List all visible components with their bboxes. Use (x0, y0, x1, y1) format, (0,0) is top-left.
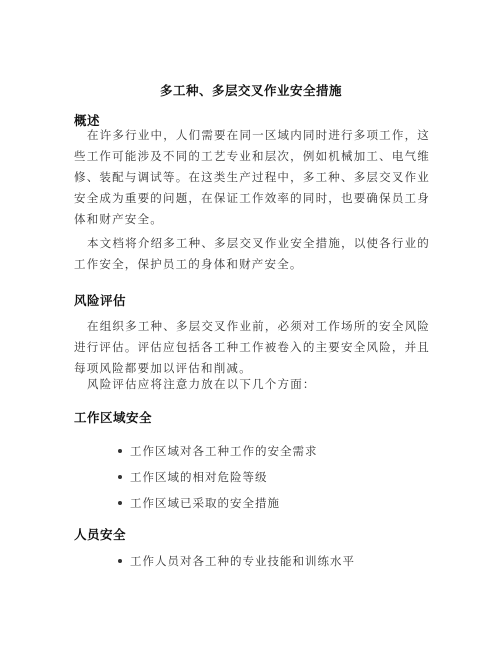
overview-paragraph-1: 在许多行业中，人们需要在同一区域内同时进行多项工作，这些工作可能涉及不同的工艺专业和层次，例如机械加工、电气维修、装配与调试等。在这类生产过程中，多工种、多层交叉作业安全成为重要的问题，在保证工作效率的同时，也要确保员工身体和财产安全。 (74, 128, 430, 226)
section-heading-overview: 概述 (74, 113, 101, 128)
bullet-icon (118, 559, 122, 563)
overview-paragraph-2: 本文档将介绍多工种、多层交叉作业安全措施，以使各行业的工作安全，保护员工的身体和财产安全。 (74, 236, 430, 271)
list-item (74, 551, 434, 577)
list-item-text: 工作区域已采取的安全措施 (130, 496, 280, 510)
work-area-safety-list (74, 441, 434, 519)
list-item (74, 493, 434, 519)
document-title: 多工种、多层交叉作业安全措施 (159, 83, 342, 98)
list-item (74, 467, 434, 493)
list-item-text: 工作区域的相对危险等级 (130, 470, 268, 484)
bullet-icon (118, 475, 122, 479)
section-heading-risk-assessment: 风险评估 (74, 293, 127, 308)
risk-assessment-paragraph-1: 在组织多工种、多层交叉作业前，必须对工作场所的安全风险进行评估。评估应包括各工种工作被卷入的主要安全风险，并且每项风险都要加以评估和削减。 (74, 319, 430, 375)
bullet-icon (118, 501, 122, 505)
personnel-safety-list (74, 551, 434, 577)
risk-assessment-paragraph-2: 风险评估应将注意力放在以下几个方面： (87, 377, 316, 391)
list-item-text: 工作人员对各工种的专业技能和训练水平 (130, 554, 355, 568)
bullet-icon (118, 449, 122, 453)
section-heading-work-area-safety: 工作区域安全 (74, 410, 153, 425)
section-heading-personnel-safety: 人员安全 (74, 527, 127, 542)
list-item (74, 441, 434, 467)
list-item-text: 工作区域对各工种工作的安全需求 (130, 444, 318, 458)
